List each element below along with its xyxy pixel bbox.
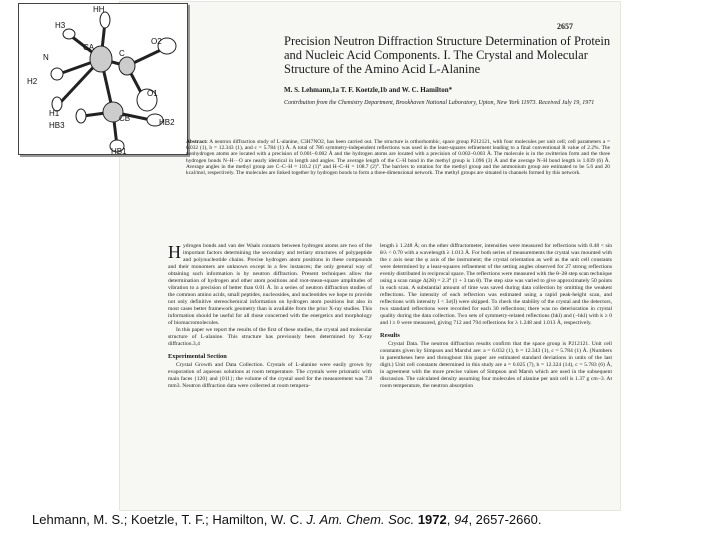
ortep-structure-figure bbox=[18, 3, 188, 155]
intro-paragraph: ydrogen bonds and van der Waals contacts between hydrogen atoms are two of the important factors determining the secondary and tertiary structures of polypeptide and polynucleotide chains. Precise hydrogen atom positions in these compounds and their monomers are unknown except in a few instances; the only general way of obtaining such information is by neutron diffraction. Present techniques allow the determination of hydrogen and other atom positions and root-mean-square amplitudes of vibration to a precision of better than 0.01 Å. In a series of neutron diffraction studies of the common amino acids, small peptides, nucleosides, and nucleotides we hope to provide not only definitive stereochemical information on hydrogen atom positions but also in most cases better framework geometry than is available from the prior X-ray studies. This information should be useful for all those concerned with the energetics and morphology of biomacromolecules. bbox=[168, 243, 372, 326]
page-number: 2657 bbox=[557, 22, 573, 31]
abstract bbox=[186, 139, 610, 176]
citation: Lehmann, M. S.; Koetzle, T. F.; Hamilton, W. C. J. Am. Chem. Soc. 1972, 94, 2657-2660. bbox=[32, 512, 542, 527]
atom-label: O1 bbox=[147, 89, 158, 98]
crystal-growth-paragraph: Crystal Growth and Data Collection. Crystals of L-alanine were easily grown by evaporation of aqueous solutions at room temperature. The crystals were prismatic with main faces {120} and {011}; the volume of the crystal used for the measurement was 7.8 mm3. Neutron diffraction data were collected at room tempera- bbox=[168, 362, 372, 389]
results-heading: Results bbox=[380, 332, 400, 339]
abstract-label: Abstract: bbox=[186, 139, 208, 145]
atom-label: CB bbox=[119, 114, 131, 123]
atom-label: HB3 bbox=[49, 121, 65, 130]
atom-label: HB1 bbox=[111, 147, 127, 154]
paper-authors: M. S. Lehmann,1a T. F. Koetzle,1b and W. C. Hamilton* bbox=[284, 86, 453, 94]
citation-volume: 94 bbox=[453, 512, 469, 527]
abstract-text: A neutron diffraction study of L-alanine, C3H7NO2, has been carried out. The structure is orthorhombic, space group P212121, with four molecules per unit cell; cell parameters a = 6.032 (1), b = 12.343 (1), and c = 5.784 (1) Å. A total of 786 symmetry-independent reflections was used in the least-squares refinement leading to a final conventional R value of 2.2%. The nonhydrogen atoms are located with a precision of 0.001–0.002 Å and the hydrogen atoms are located with a precision of 0.002–0.003 Å. The molecule is in the zwitterion form and the three hydrogen bonds N–H···O are nearly identical in length and angles. The average length of the C–H bond in the methyl group is 1.096 (3) Å and the average N–H bond length is 1.039 (6) Å. Average angles in the methyl group are C–C–H = 110.2 (1)° and H–C–H = 108.7 (2)°. The barriers to rotation for the methyl group and the ammonium group are estimated to be 5.6 and 20 kcal/mol, respectively. The molecules are linked together by hydrogen bonds to form a three-dimensional network. The methyl groups are situated in channels formed by this network. bbox=[186, 139, 610, 177]
atom-label: CA bbox=[83, 43, 95, 52]
atom-label: H2 bbox=[27, 77, 38, 86]
atom-label: N bbox=[43, 53, 49, 62]
atom-label: HB2 bbox=[159, 118, 175, 127]
atom-label: H3 bbox=[55, 21, 66, 30]
paper-title: Precision Neutron Diffraction Structure Determination of Protein and Nucleic Acid Components. I. The Crystal and Molecular Structure of the Amino Acid L-Alanine bbox=[284, 34, 611, 76]
atom-label: H1 bbox=[49, 109, 60, 118]
atom-label: C bbox=[119, 49, 125, 58]
crystal-data-paragraph: Crystal Data. The neutron diffraction results confirm that the space group is P212121. Unit cell constants given by Simpson and Marsh4 are: a = 6.032 (1), b = 12.343 (1), c = 5.784 (1) Å. (Numbers in parentheses here and throughout this paper are estimated standard deviations in units of the last digit.) Unit cell constants determined in this study are a = 6.025 (7), b = 12.324 (14), c = 5.783 (6) Å, in agreement with the more precise values of Simpson and Marsh which are used in the subsequent discussion. The calculated density assuming four molecules of alanine per unit cell is 1.37 g cm−3. At room temperature, the neutron absorption bbox=[380, 341, 612, 389]
left-column bbox=[168, 243, 372, 390]
citation-authors: Lehmann, M. S.; Koetzle, T. F.; Hamilton, W. C. bbox=[32, 512, 307, 527]
right-column bbox=[380, 243, 612, 390]
atom-label: O2 bbox=[151, 37, 162, 46]
paper-affiliation: Contribution from the Chemistry Department, Brookhaven National Laboratory, Upton, New York 11973. Received July 19, 1971 bbox=[284, 100, 595, 106]
intro-paragraph-2: In this paper we report the results of the first of these studies, the crystal and molecular structure of L-alanine. This structure has previously been determined by X-ray diffraction.3,4 bbox=[168, 327, 372, 347]
citation-pages: , 2657-2660. bbox=[468, 512, 542, 527]
atom-label: HH bbox=[93, 5, 105, 14]
experimental-heading: Experimental Section bbox=[168, 353, 227, 360]
molecule-drawing bbox=[19, 4, 187, 154]
drop-cap: H bbox=[168, 242, 181, 262]
citation-journal: J. Am. Chem. Soc. bbox=[306, 512, 415, 527]
data-collection-paragraph: length λ 1.248 Å; on the other diffractometer, intensities were measured for reflections with 0.48 < sin θ/λ < 0.70 with a wavelength λ 1.013 Å. For both series of measurements the crystal was mounted with the c axis near the φ axis of the instrument; the crystal orientation as well as the unit cell constants were determined by a least-squares refinement of the setting angles observed for 27 strong reflections evenly distributed in reciprocal space. The reflections were measured with the θ–2θ step scan technique using a scan range Δ(2θ) = 2.3° (1 + 3 tan θ). The step size was varied to give approximately 50 points in each scan. A substantial amount of time was saved during data collection by omitting the weakest reflections. The intensity of each reflection was estimated using a rapid peak-height scan, and reflections with intensity I < 3σ(I) were skipped. To check the stability of the crystal and the detectors, two standard reflections were recorded for each 30 reflections; there was no deterioration in crystal quality during the data collection. Two sets of symmetry-related reflections (hkl) and (−hkl) with k ≥ 0 and l ≥ 0 were measured, giving 712 and 794 reflections for λ 1.248 and 1.013 Å, respectively. bbox=[380, 243, 612, 326]
citation-year: 1972 bbox=[417, 512, 447, 527]
